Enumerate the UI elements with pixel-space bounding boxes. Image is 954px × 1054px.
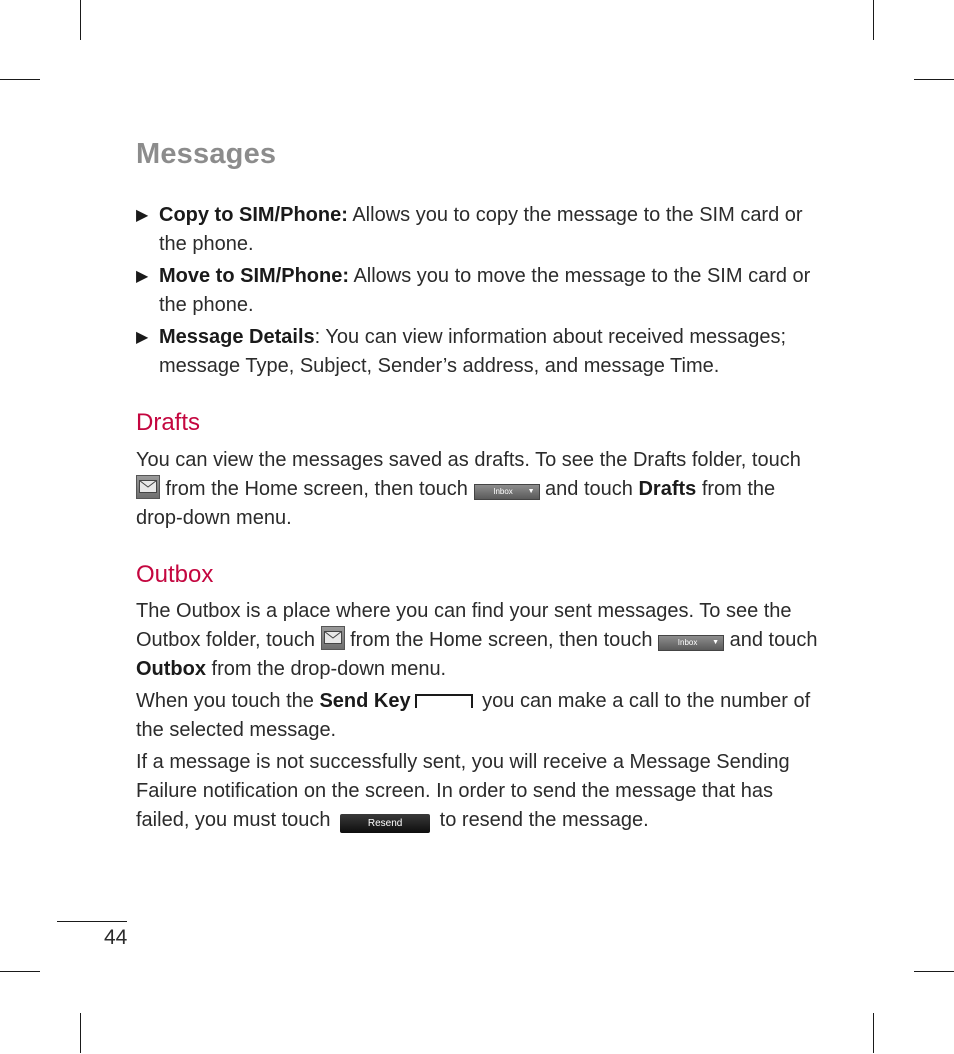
option-term: Message Details: [159, 326, 315, 348]
outbox-section: [136, 597, 826, 838]
chevron-down-icon: ▼: [712, 639, 720, 646]
page-number-rule: [57, 921, 127, 922]
drafts-section: [136, 446, 826, 536]
options-list: [136, 201, 826, 384]
outbox-heading: Outbox: [136, 561, 214, 588]
bullet-arrow-icon: ▶: [136, 207, 149, 224]
crop-mark: [914, 79, 954, 80]
inbox-dropdown-button[interactable]: Inbox ▼: [658, 635, 724, 651]
option-text: : You can view information about received messages; message Type, Subject, Sender’s address, and message Time.: [159, 326, 787, 377]
failure-paragraph: If a message is not successfully sent, you will receive a Message Sending Failure notification on the screen. In order to send the message that has failed, you must touch Resend to resend the message.: [136, 751, 790, 831]
page-number: 44: [104, 926, 128, 949]
crop-mark: [873, 0, 874, 40]
send-key-paragraph: When you touch the Send Key you can make a call to the number of the selected message.: [136, 690, 811, 741]
drafts-heading: Drafts: [136, 409, 201, 436]
chevron-down-icon: ▼: [527, 488, 535, 495]
crop-mark: [0, 79, 40, 80]
list-item: [136, 201, 826, 259]
crop-mark: [873, 1013, 874, 1053]
messaging-app-icon[interactable]: [136, 475, 160, 499]
crop-mark: [0, 971, 40, 972]
drafts-paragraph: You can view the messages saved as drafts. To see the Drafts folder, touch from the Home screen, then touch Inbox ▼ and touch Drafts from the drop-down menu.: [136, 449, 801, 529]
option-term: Move to SIM/Phone:: [159, 265, 349, 287]
crop-mark: [80, 0, 81, 40]
resend-button[interactable]: Resend: [340, 814, 430, 833]
page-title: Messages: [136, 138, 277, 170]
option-text: Allows you to move the message to the SIM card or the phone.: [159, 265, 811, 316]
crop-mark: [80, 1013, 81, 1053]
crop-mark: [914, 971, 954, 972]
send-key-icon: [415, 694, 473, 708]
list-item: [136, 323, 826, 381]
messaging-app-icon[interactable]: [321, 626, 345, 650]
bullet-arrow-icon: ▶: [136, 329, 149, 346]
bullet-arrow-icon: ▶: [136, 268, 149, 285]
option-text: Allows you to copy the message to the SIM card or the phone.: [159, 204, 803, 255]
list-item: [136, 262, 826, 320]
inbox-dropdown-button[interactable]: Inbox ▼: [474, 484, 540, 500]
outbox-paragraph: The Outbox is a place where you can find your sent messages. To see the Outbox folder, touch from the Home screen, then touch Inbox ▼ and touch Outbox from the drop-down menu.: [136, 600, 818, 680]
option-term: Copy to SIM/Phone:: [159, 204, 348, 226]
